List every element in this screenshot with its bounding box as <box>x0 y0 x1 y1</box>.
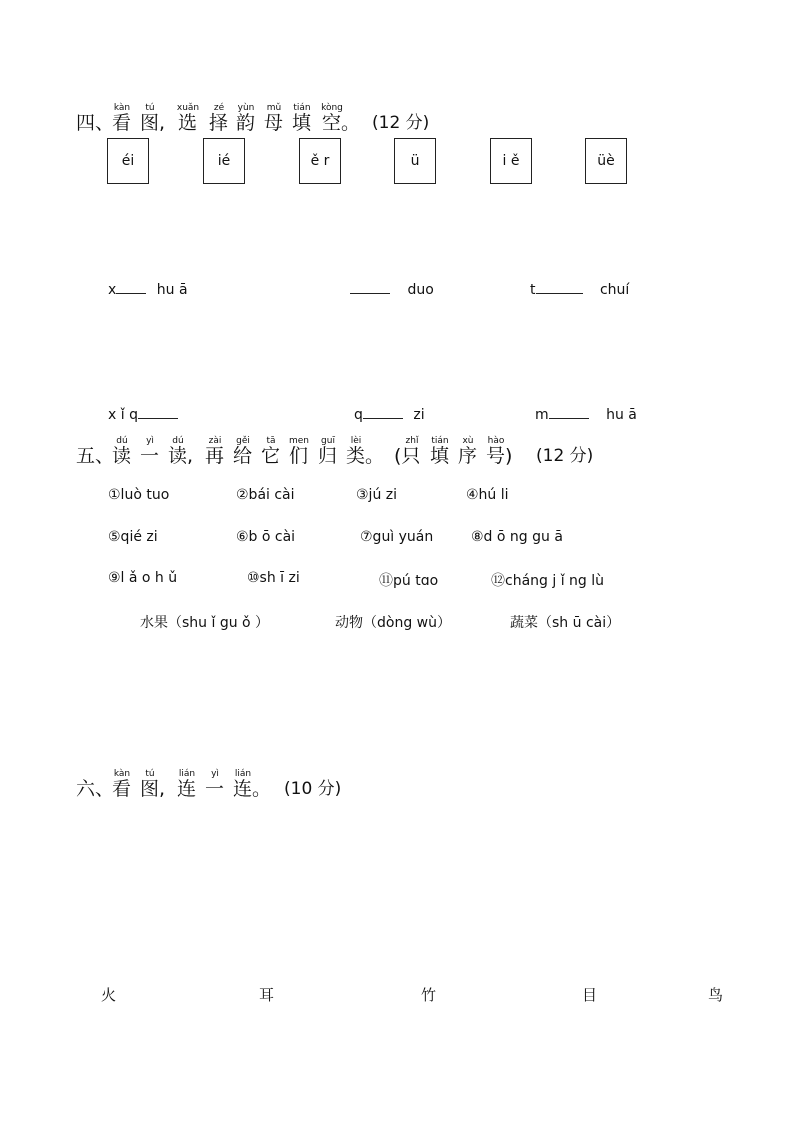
pinyin: zhǐ <box>405 436 419 446</box>
heading-char: 读 <box>112 445 132 467</box>
pinyin: lián <box>178 769 196 779</box>
heading-char: (只 <box>394 445 421 467</box>
pinyin: yì <box>146 436 154 446</box>
pinyin: dú <box>116 436 128 446</box>
match-word: 竹 <box>421 986 437 1004</box>
pinyin: zé <box>213 103 225 113</box>
pinyin: kòng <box>321 103 343 113</box>
section5-number: 五、 <box>76 445 115 467</box>
list-item: ⑪pú tɑo <box>379 573 439 589</box>
pinyin: tián <box>293 103 311 113</box>
heading-char: 填 <box>430 445 450 467</box>
heading-char: 韵 <box>236 112 256 134</box>
pinyin: xù <box>462 436 474 446</box>
fill-prefix: m <box>535 407 549 423</box>
fill-item <box>108 404 178 423</box>
heading-char: 归 <box>318 445 338 467</box>
pinyin: lèi <box>350 436 362 446</box>
list-item: ①luò tuo <box>108 487 170 503</box>
pinyin: tú <box>145 769 155 779</box>
heading-char: 序 <box>458 445 478 467</box>
match-word: 火 <box>101 986 117 1004</box>
list-item: ⑦guì yuán <box>360 529 434 545</box>
heading-char: 们 <box>289 445 309 467</box>
list-item: ⑫cháng j ǐ ng lù <box>491 573 605 589</box>
fill-suffix: hu ā <box>156 282 188 298</box>
vowel-box: ě r <box>299 138 341 184</box>
heading-char: 看 <box>112 778 132 800</box>
category-animal: 动物（dòng wù） <box>335 615 451 631</box>
pinyin: gěi <box>236 436 250 446</box>
pinyin: kàn <box>113 103 131 113</box>
section4-number: 四、 <box>76 112 115 134</box>
fill-suffix: duo <box>407 282 434 298</box>
vowel-box: ü <box>394 138 436 184</box>
blank-line[interactable] <box>350 279 390 294</box>
list-item: ③jú zi <box>356 487 398 503</box>
pinyin: men <box>288 436 309 446</box>
category-fruit: 水果（shu ǐ gu ǒ ） <box>140 615 270 631</box>
heading-char: 母 <box>264 112 284 134</box>
pinyin: tā <box>266 436 276 446</box>
list-item: ④hú li <box>466 487 509 503</box>
fill-prefix: q <box>354 407 363 423</box>
blank-line[interactable] <box>138 404 178 419</box>
list-item: ②bái cài <box>236 487 295 503</box>
heading-char: 空。 <box>322 112 361 134</box>
pinyin: zài <box>208 436 222 446</box>
section5-score: (12 分) <box>536 446 594 466</box>
heading-char: 给 <box>233 445 253 467</box>
vowel-box: i ě <box>490 138 532 184</box>
fill-item <box>350 279 434 298</box>
fill-suffix: chuí <box>599 282 630 298</box>
pinyin: tián <box>431 436 449 446</box>
list-item: ⑥b ō cài <box>236 529 296 545</box>
heading-char: 读, <box>168 445 194 467</box>
heading-char: 它 <box>261 445 281 467</box>
heading-char: 号) <box>486 445 513 467</box>
fill-item <box>108 279 188 298</box>
heading-char: 一 <box>205 778 225 800</box>
list-item: ⑤qié zi <box>108 529 158 545</box>
blank-line[interactable] <box>116 279 146 294</box>
fill-item <box>535 404 637 423</box>
list-item: ⑨l ǎ o h ǔ <box>108 570 178 586</box>
match-word: 耳 <box>259 986 275 1004</box>
heading-char: 图, <box>140 778 166 800</box>
match-word: 目 <box>582 986 598 1004</box>
pinyin: tú <box>145 103 155 113</box>
fill-item <box>354 404 425 423</box>
fill-item <box>530 279 629 298</box>
pinyin: yì <box>211 769 219 779</box>
pinyin: xuǎn <box>176 103 200 113</box>
heading-char: 图, <box>140 112 166 134</box>
heading-char: 择 <box>209 112 229 134</box>
fill-prefix: x ǐ q <box>108 407 138 423</box>
pinyin: lián <box>234 769 252 779</box>
section6-number: 六、 <box>76 778 115 800</box>
fill-suffix: hu ā <box>606 407 637 423</box>
vowel-box: éi <box>107 138 149 184</box>
pinyin: hào <box>487 436 505 446</box>
list-item: ⑧d ō ng gu ā <box>471 529 563 545</box>
pinyin: yùn <box>237 103 255 113</box>
vowel-box: ié <box>203 138 245 184</box>
pinyin: guī <box>321 436 335 446</box>
fill-prefix: t <box>530 282 536 298</box>
heading-char: 填 <box>292 112 312 134</box>
heading-char: 看 <box>112 112 132 134</box>
section4-score: (12 分) <box>372 113 430 133</box>
pinyin: kàn <box>113 769 131 779</box>
pinyin: mǔ <box>266 103 282 113</box>
match-word: 鸟 <box>708 986 724 1004</box>
fill-prefix: x <box>108 282 117 298</box>
blank-line[interactable] <box>549 404 589 419</box>
heading-char: 再 <box>205 445 225 467</box>
list-item: ⑩sh ī zi <box>247 570 300 586</box>
fill-suffix: zi <box>413 407 425 423</box>
heading-char: 类。 <box>346 445 385 467</box>
blank-line[interactable] <box>536 279 583 294</box>
category-vegetable: 蔬菜（sh ū cài） <box>510 615 621 631</box>
vowel-box: üè <box>585 138 627 184</box>
heading-char: 选 <box>178 112 198 134</box>
heading-char: 连 <box>177 778 197 800</box>
section6-score: (10 分) <box>284 779 342 799</box>
blank-line[interactable] <box>363 404 403 419</box>
heading-char: 连。 <box>233 778 272 800</box>
pinyin: dú <box>172 436 184 446</box>
heading-char: 一 <box>140 445 160 467</box>
